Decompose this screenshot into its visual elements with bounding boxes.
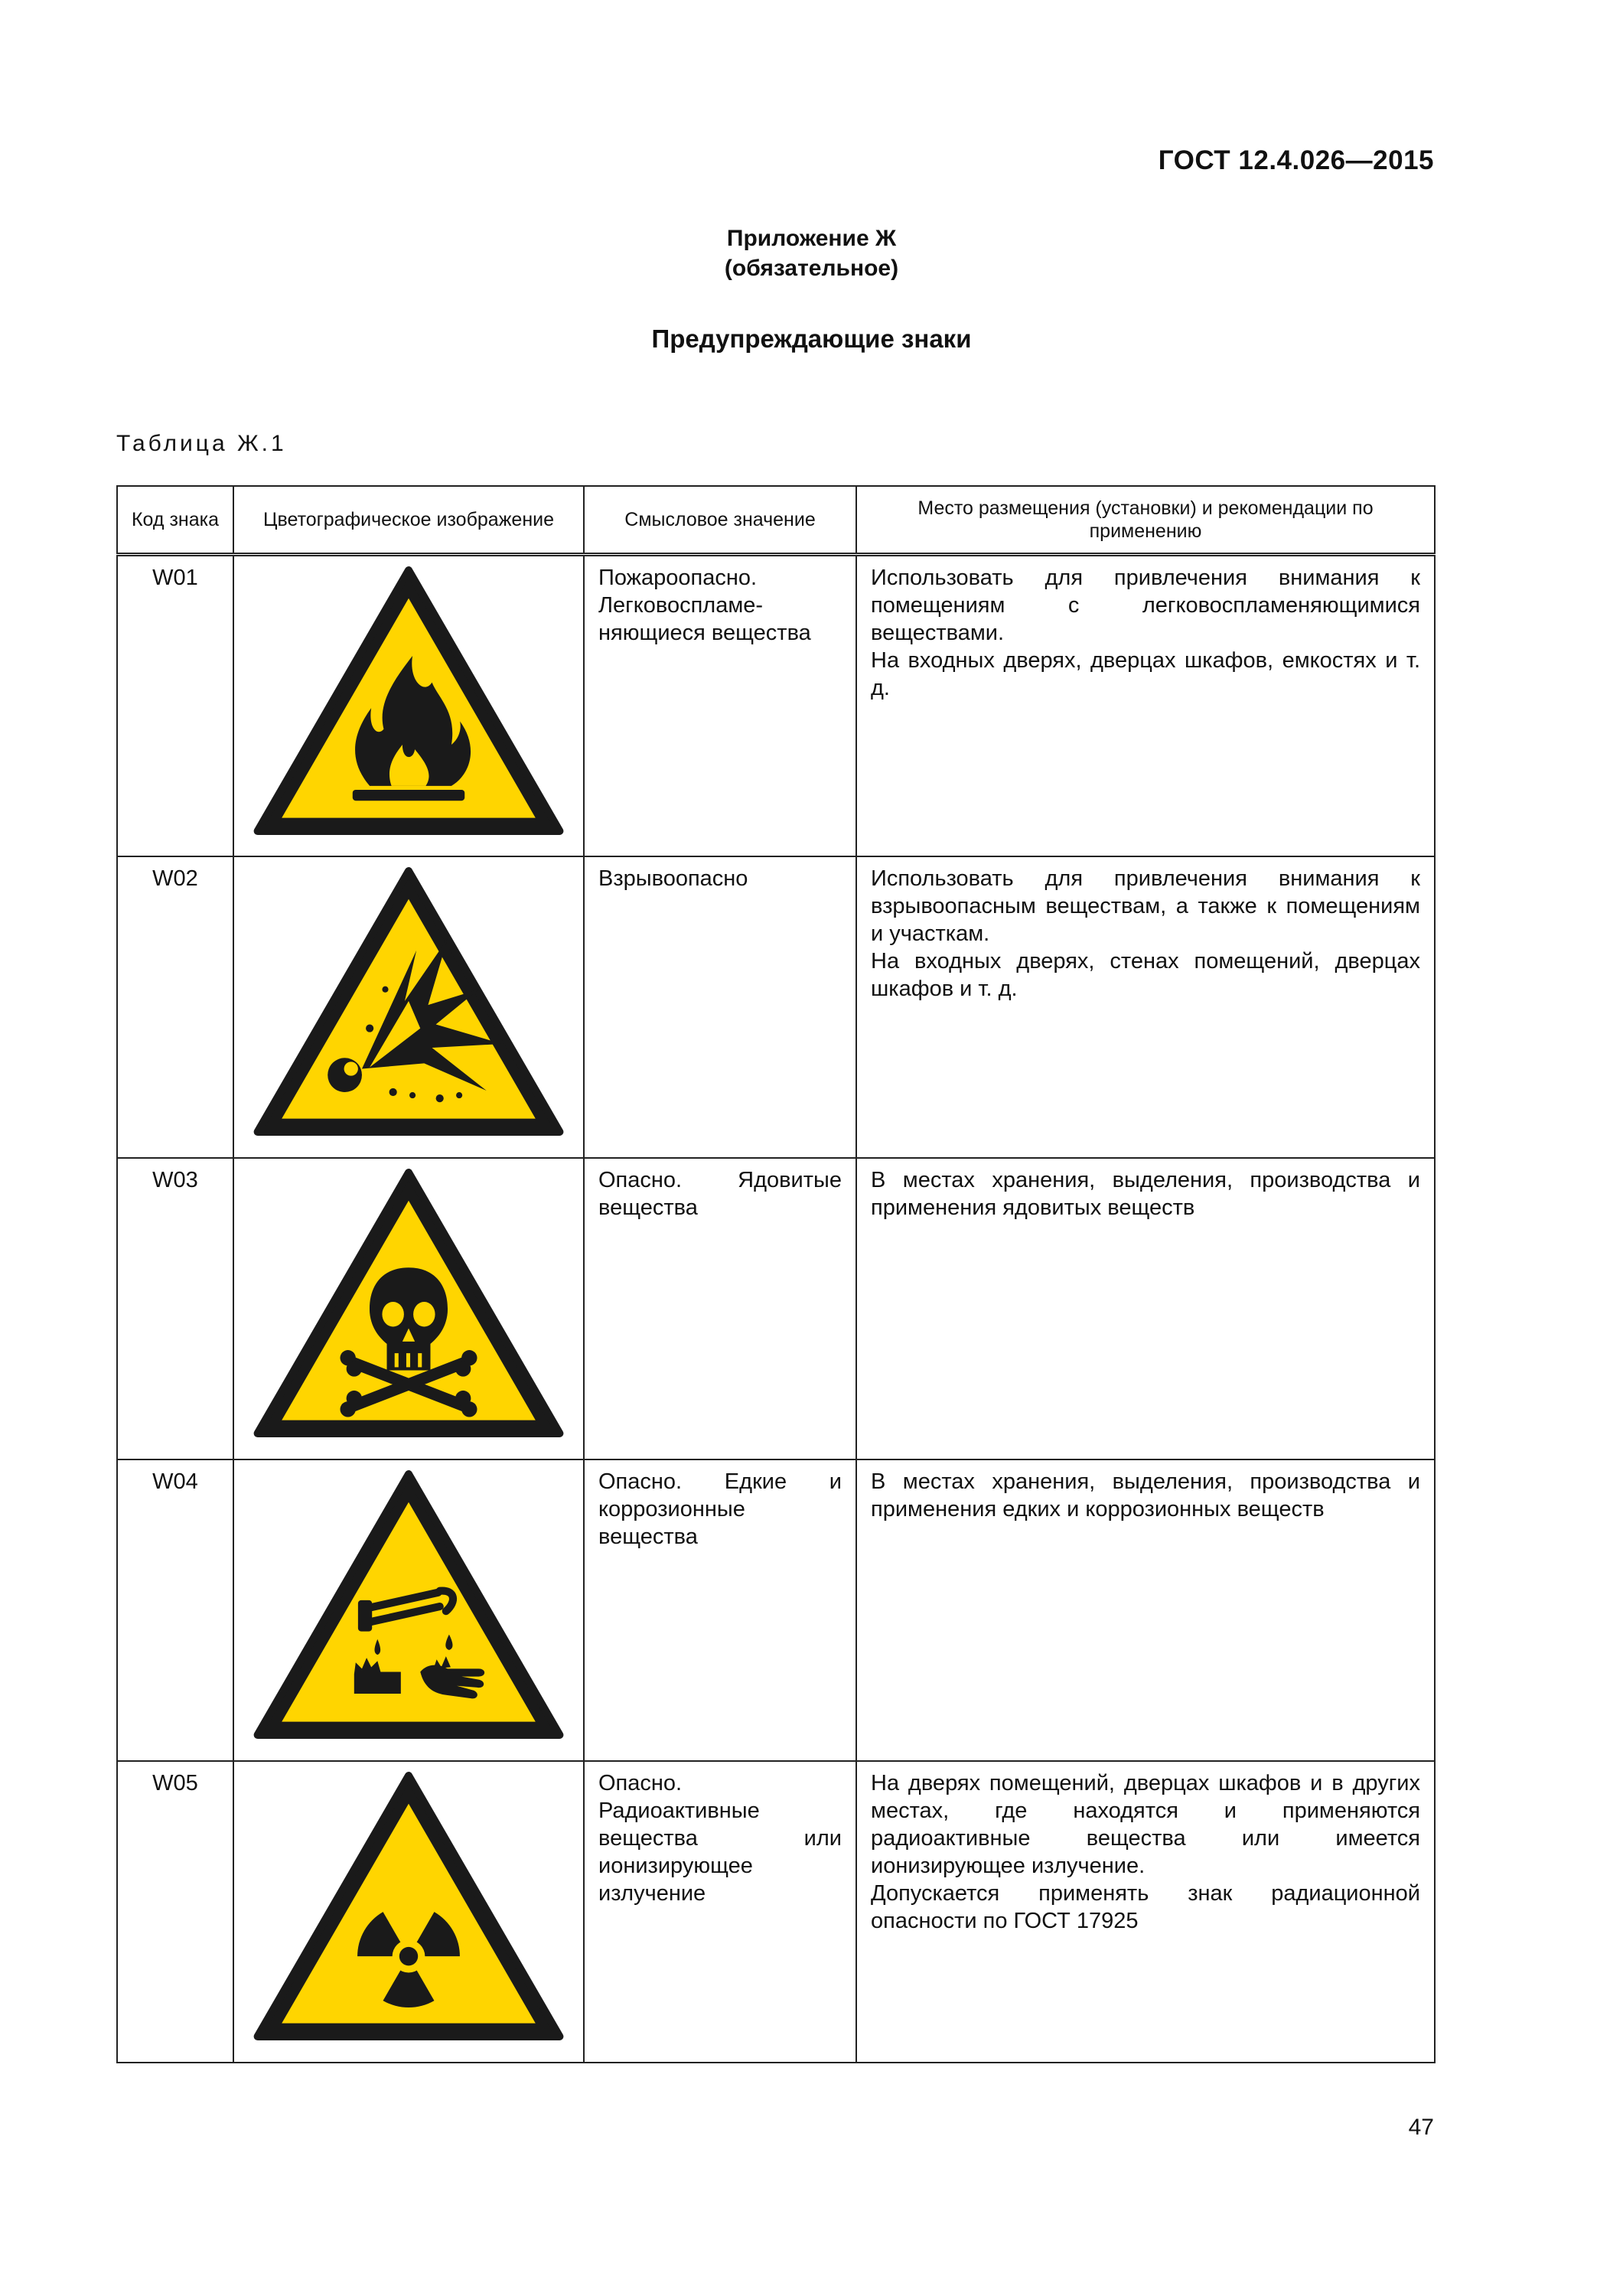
standard-code: ГОСТ 12.4.026—2015 <box>1158 145 1434 175</box>
sign-image <box>233 856 584 1158</box>
sign-code: W03 <box>117 1158 233 1459</box>
sign-image <box>233 1761 584 2063</box>
appendix-status: (обязательное) <box>724 256 899 281</box>
table-caption: Таблица Ж.1 <box>116 431 287 456</box>
table-row <box>117 1158 1435 1459</box>
explosive-warning-icon <box>252 865 565 1137</box>
sign-code: W05 <box>117 1761 233 2063</box>
table-row <box>117 1761 1435 2063</box>
column-header-meaning: Смысловое значение <box>584 486 856 555</box>
sign-meaning: Опасно. Едкие и коррозионные вещества <box>584 1459 856 1761</box>
sign-code: W01 <box>117 555 233 856</box>
page-number: 47 <box>1408 2115 1434 2140</box>
sign-placement: В местах хранения, выделения, производства и применения ядовитых веществ <box>856 1158 1435 1459</box>
column-header-code: Код знака <box>117 486 233 555</box>
sign-meaning: Опасно. Радиоактивные вещества или ионизирующее излучение <box>584 1761 856 2063</box>
warning-signs-table <box>116 485 1436 2063</box>
table-row <box>117 1459 1435 1761</box>
flammable-warning-icon <box>252 564 565 837</box>
radioactive-warning-icon <box>252 1769 565 2042</box>
sign-placement: В местах хранения, выделения, производства и применения едких и коррозионных веществ <box>856 1459 1435 1761</box>
sign-code: W02 <box>117 856 233 1158</box>
appendix-title: Приложение Ж <box>726 226 897 251</box>
sign-meaning: Взрывоопасно <box>584 856 856 1158</box>
sign-code: W04 <box>117 1459 233 1761</box>
column-header-placement: Место размещения (установки) и рекомендации по применению <box>856 486 1435 555</box>
sign-meaning: Пожароопасно. Легковоспламе-няющиеся вещества <box>584 555 856 856</box>
table-row <box>117 555 1435 856</box>
sign-placement: Использовать для привлечения внимания к взрывоопасным веществам, а также к помещениям и участкам. На входных дверях, стенах помещений, дверцах шкафов и т. д. <box>856 856 1435 1158</box>
sign-image <box>233 555 584 856</box>
sign-placement: Использовать для привлечения внимания к помещениям с легковоспламеняющимися веществами. На входных дверях, дверцах шкафов, емкостях и т. д. <box>856 555 1435 856</box>
column-header-image: Цветографическое изображение <box>233 486 584 555</box>
table-row <box>117 856 1435 1158</box>
table-header-row <box>117 486 1435 555</box>
appendix-heading <box>0 223 1623 283</box>
corrosive-warning-icon <box>252 1468 565 1740</box>
sign-image <box>233 1158 584 1459</box>
sign-meaning: Опасно. Ядовитые вещества <box>584 1158 856 1459</box>
sign-placement: На дверях помещений, дверцах шкафов и в других местах, где находятся и применяются радиоактивные вещества или имеется ионизирующее излучение. Допускается применять знак радиационной опасности по ГОСТ 17925 <box>856 1761 1435 2063</box>
sign-image <box>233 1459 584 1761</box>
toxic-warning-icon <box>252 1166 565 1439</box>
section-title: Предупреждающие знаки <box>651 325 972 353</box>
